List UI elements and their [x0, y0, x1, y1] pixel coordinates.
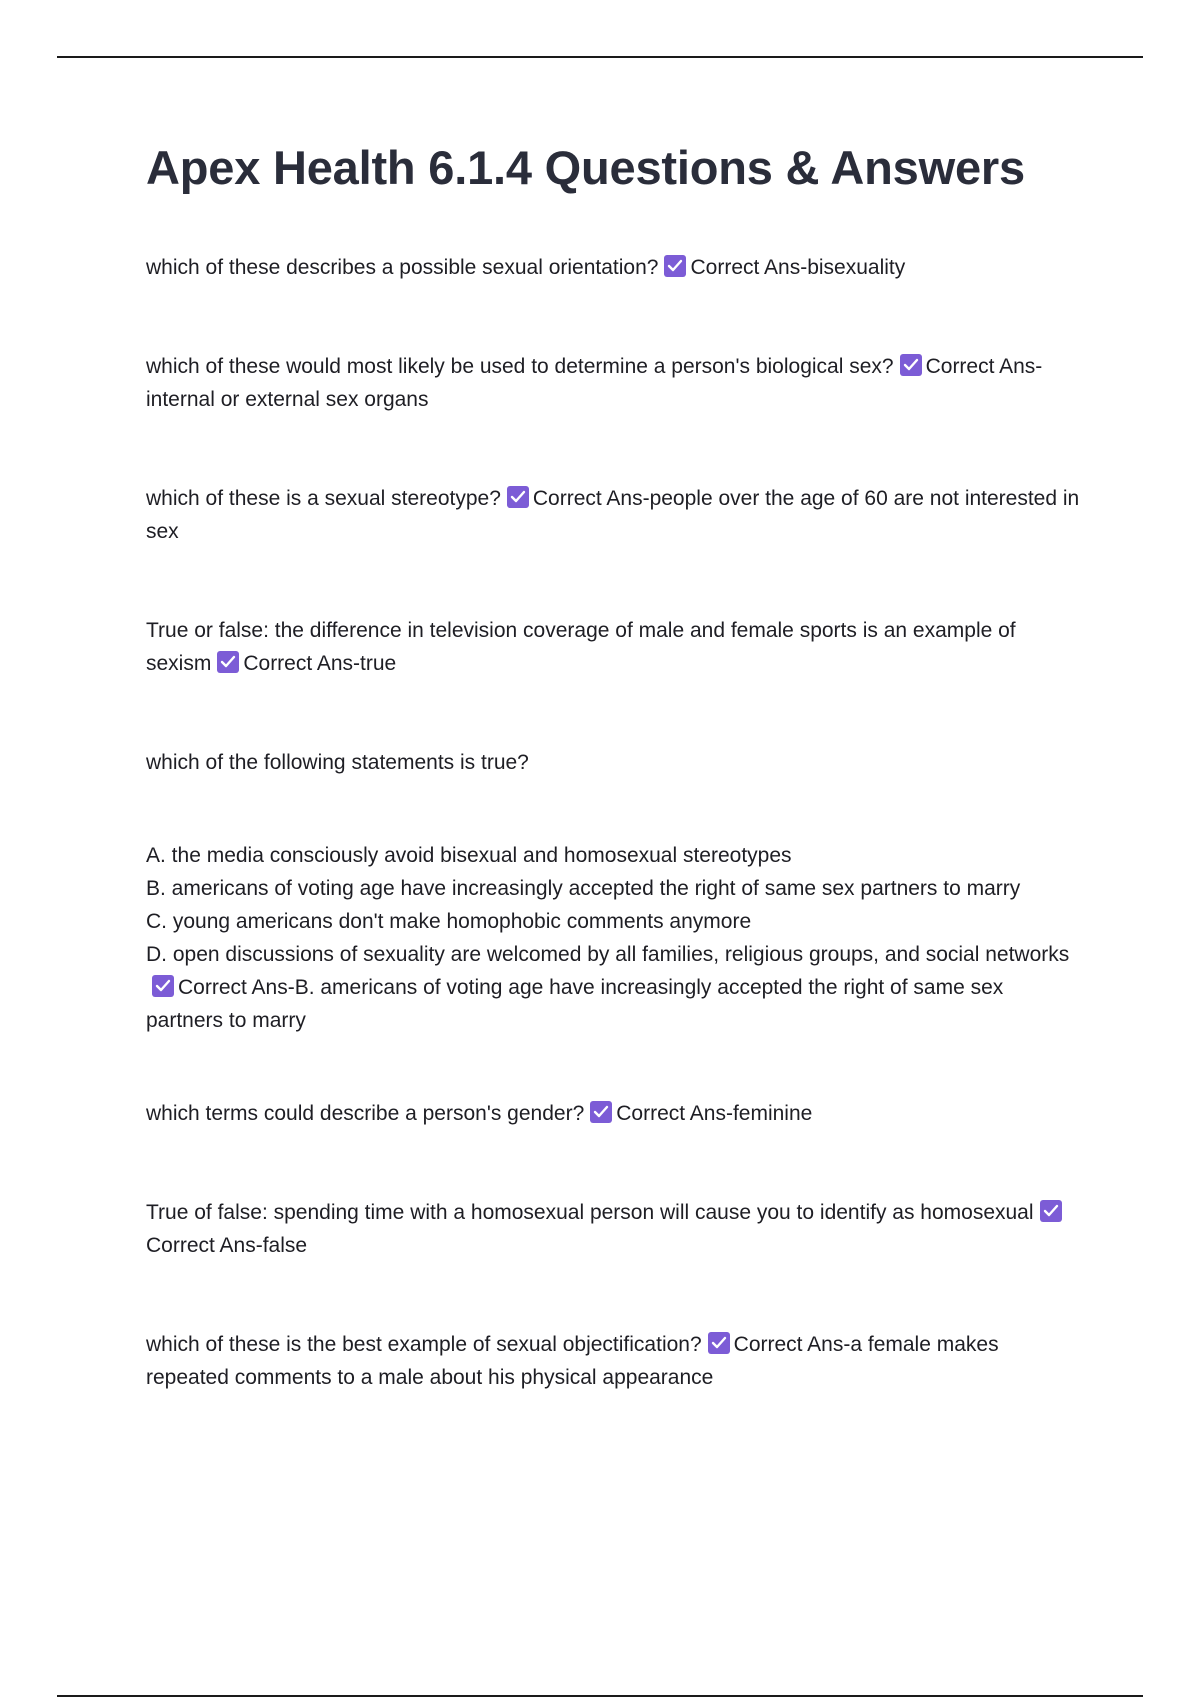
- question-text: which of the following statements is true?: [146, 751, 529, 774]
- question-text: True of false: spending time with a homosexual person will cause you to identify as homosexual: [146, 1201, 1034, 1224]
- question-text: which terms could describe a person's gender?: [146, 1102, 585, 1125]
- answer-text: feminine: [732, 1102, 813, 1125]
- answer-prefix: Correct Ans-: [733, 1333, 851, 1356]
- answer-prefix: Correct Ans-: [690, 256, 808, 279]
- question-text: which of these is the best example of sexual objectification?: [146, 1333, 702, 1356]
- qa-item: [146, 482, 1086, 548]
- answer-text: false: [262, 1234, 308, 1257]
- document-body: [146, 140, 1086, 1460]
- qa-item: [146, 350, 1086, 416]
- qa-item: [146, 1196, 1086, 1262]
- answer-text: people over the age of 60 are not interested in sex: [146, 487, 1080, 543]
- answer-text: B. americans of voting age have increasingly accepted the right of same sex partners to marry: [146, 976, 1004, 1032]
- answer-prefix: Correct Ans-: [616, 1102, 733, 1125]
- answer-text: true: [360, 652, 397, 675]
- top-rule: [57, 56, 1143, 58]
- answer-prefix: Correct Ans-: [925, 355, 1043, 378]
- check-box-icon: [900, 354, 922, 376]
- qa-item: [146, 614, 1086, 680]
- check-box-icon: [1040, 1200, 1062, 1222]
- check-box-icon: [664, 255, 686, 277]
- check-box-icon: [708, 1332, 730, 1354]
- answer-text: internal or external sex organs: [146, 388, 429, 411]
- option-b: B. americans of voting age have increasingly accepted the right of same sex partners to marry: [146, 877, 1021, 900]
- check-box-icon: [590, 1101, 612, 1123]
- question-text: True or false: the difference in television coverage of male and female sports is an example of sexism: [146, 619, 1016, 675]
- check-box-icon: [507, 486, 529, 508]
- check-box-icon: [217, 651, 239, 673]
- check-box-icon: [152, 975, 174, 997]
- answer-text: a female makes repeated comments to a male about his physical appearance: [146, 1333, 999, 1389]
- qa-item: [146, 1097, 1086, 1130]
- question-text: which of these is a sexual stereotype?: [146, 487, 501, 510]
- question-text: which of these describes a possible sexual orientation?: [146, 256, 659, 279]
- qa-item: [146, 1328, 1086, 1394]
- answer-prefix: Correct Ans-: [146, 1234, 263, 1257]
- option-c: C. young americans don't make homophobic comments anymore: [146, 910, 752, 933]
- bottom-rule: [57, 1695, 1143, 1697]
- answer-prefix: Correct Ans-: [243, 652, 361, 675]
- page-title: Apex Health 6.1.4 Questions & Answers: [146, 141, 1025, 194]
- multi-question: [146, 746, 1086, 779]
- answer-prefix: Correct Ans-: [178, 976, 295, 999]
- answer-prefix: Correct Ans-: [532, 487, 650, 510]
- option-d: D. open discussions of sexuality are welcomed by all families, religious groups, and social networks: [146, 943, 1070, 966]
- question-text: which of these would most likely be used to determine a person's biological sex?: [146, 355, 894, 378]
- qa-item: [146, 251, 1086, 284]
- option-a: A. the media consciously avoid bisexual and homosexual stereotypes: [146, 844, 792, 867]
- answer-text: bisexuality: [807, 256, 906, 279]
- options-list: [146, 839, 1086, 1037]
